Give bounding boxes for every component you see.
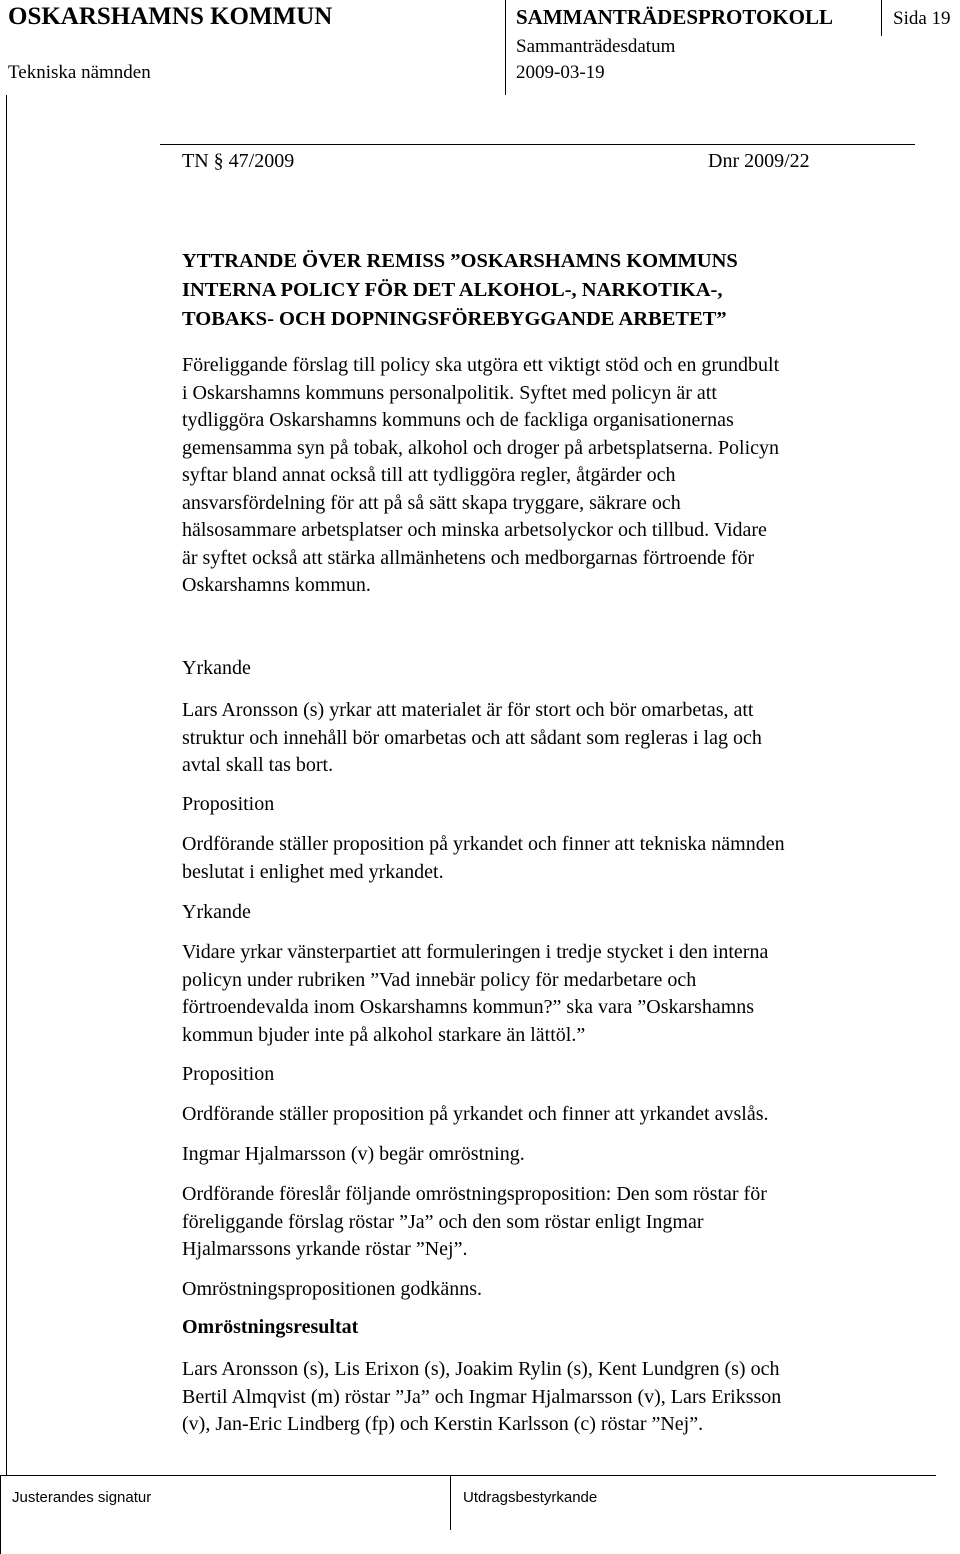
document-type: SAMMANTRÄDESPROTOKOLL xyxy=(516,5,833,29)
footer-divider xyxy=(450,1475,451,1530)
section-heading: Omröstningsresultat xyxy=(182,1316,359,1338)
vote-proposal-line: föreliggande förslag röstar ”Ja” och den som röstar enligt Ingmar xyxy=(182,1210,704,1233)
intro-paragraph xyxy=(182,352,922,600)
title-line: INTERNA POLICY FÖR DET ALKOHOL-, NARKOTIKA-, xyxy=(182,279,723,301)
case-number: TN § 47/2009 xyxy=(182,150,295,172)
yrkande-1-text xyxy=(182,697,922,780)
proposition-2-heading xyxy=(182,1061,922,1089)
result-line: (v), Jan-Eric Lindberg (fp) och Kerstin Karlsson (c) röstar ”Nej”. xyxy=(182,1413,704,1435)
proposition-line: beslutat i enlighet med yrkandet. xyxy=(182,860,444,883)
yrkande-line: förtroendevalda inom Oskarshamns kommun?” ska vara ”Oskarshamns xyxy=(182,996,755,1018)
signature-label: Justerandes signatur xyxy=(12,1489,152,1506)
result-line: Lars Aronsson (s), Lis Erixon (s), Joakim Rylin (s), Kent Lundgren (s) och xyxy=(182,1358,780,1380)
vote-approved xyxy=(182,1276,922,1304)
case-dnr: Dnr 2009/22 xyxy=(708,150,810,172)
request-line: Ingmar Hjalmarsson (v) begär omröstning. xyxy=(182,1143,525,1165)
title-line: TOBAKS- OCH DOPNINGSFÖREBYGGANDE ARBETET” xyxy=(182,308,727,330)
approved-line: Omröstningspropositionen godkänns. xyxy=(182,1278,482,1300)
org-name: OSKARSHAMNS KOMMUN xyxy=(8,3,333,30)
section-heading: Yrkande xyxy=(182,901,251,923)
header-divider-left xyxy=(505,0,506,95)
proposition-line: Ordförande ställer proposition på yrkandet och finner att tekniska nämnden xyxy=(182,833,785,855)
department-name: Tekniska nämnden xyxy=(8,62,151,83)
case-title xyxy=(182,247,922,334)
section-heading: Proposition xyxy=(182,1063,275,1085)
intro-line: Föreliggande förslag till policy ska utgöra ett viktigt stöd och en grundbult xyxy=(182,354,780,376)
intro-line: i Oskarshamns kommuns personalpolitik. Syftet med policyn är att xyxy=(182,381,717,404)
intro-line: ansvarsfördelning för att på så sätt skapa tryggare, säkrare och xyxy=(182,491,681,514)
intro-line: Oskarshamns kommun. xyxy=(182,574,371,596)
intro-line: tydliggöra Oskarshamns kommuns och de fackliga organisationernas xyxy=(182,409,734,431)
intro-line: är syftet också att stärka allmänhetens och medborgarnas förtroende för xyxy=(182,546,755,569)
intro-line: syftar bland annat också till att tydliggöra regler, åtgärder och xyxy=(182,464,676,486)
footer-rule xyxy=(0,1475,936,1476)
footer-left-line xyxy=(0,1475,1,1554)
vote-proposal xyxy=(182,1181,922,1264)
yrkande-line: Lars Aronsson (s) yrkar att materialet är för stort och bör omarbetas, att xyxy=(182,699,754,721)
yrkande-2-text xyxy=(182,939,922,1049)
vote-result-heading xyxy=(182,1316,922,1339)
yrkande-line: avtal skall tas bort. xyxy=(182,754,334,776)
meeting-date: 2009-03-19 xyxy=(516,62,605,83)
page-number: Sida 19 xyxy=(893,8,951,29)
proposition-2-text xyxy=(182,1101,922,1129)
header-rule xyxy=(160,144,915,145)
proposition-1-heading xyxy=(182,791,922,819)
meeting-date-label: Sammanträdesdatum xyxy=(516,36,676,57)
vote-proposal-line: Hjalmarssons yrkande röstar ”Nej”. xyxy=(182,1238,468,1260)
section-heading: Proposition xyxy=(182,793,275,815)
left-margin-line xyxy=(6,95,7,1475)
proposition-line: Ordförande ställer proposition på yrkandet och finner att yrkandet avslås. xyxy=(182,1103,769,1125)
vote-proposal-line: Ordförande föreslår följande omröstningsproposition: Den som röstar för xyxy=(182,1183,767,1205)
title-line: YTTRANDE ÖVER REMISS ”OSKARSHAMNS KOMMUNS xyxy=(182,250,738,272)
proposition-1-text xyxy=(182,831,922,886)
extract-label: Utdragsbestyrkande xyxy=(463,1489,598,1506)
yrkande-line: struktur och innehåll bör omarbetas och att sådant som regleras i lag och xyxy=(182,726,762,749)
intro-line: gemensamma syn på tobak, alkohol och droger på arbetsplatserna. Policyn xyxy=(182,436,780,459)
header-divider-right xyxy=(881,0,882,36)
yrkande-2-heading xyxy=(182,899,922,927)
yrkande-line: policyn under rubriken ”Vad innebär policy för medarbetare och xyxy=(182,968,697,991)
yrkande-line: kommun bjuder inte på alkohol starkare än lättöl.” xyxy=(182,1023,586,1046)
vote-result-text xyxy=(182,1356,922,1439)
intro-line: hälsosammare arbetsplatser och minska arbetsolyckor och tillbud. Vidare xyxy=(182,519,767,541)
section-heading: Yrkande xyxy=(182,657,251,679)
result-line: Bertil Almqvist (m) röstar ”Ja” och Ingmar Hjalmarsson (v), Lars Eriksson xyxy=(182,1385,782,1408)
yrkande-1-heading xyxy=(182,655,922,683)
yrkande-line: Vidare yrkar vänsterpartiet att formuleringen i tredje stycket i den interna xyxy=(182,941,769,963)
vote-request xyxy=(182,1141,922,1169)
